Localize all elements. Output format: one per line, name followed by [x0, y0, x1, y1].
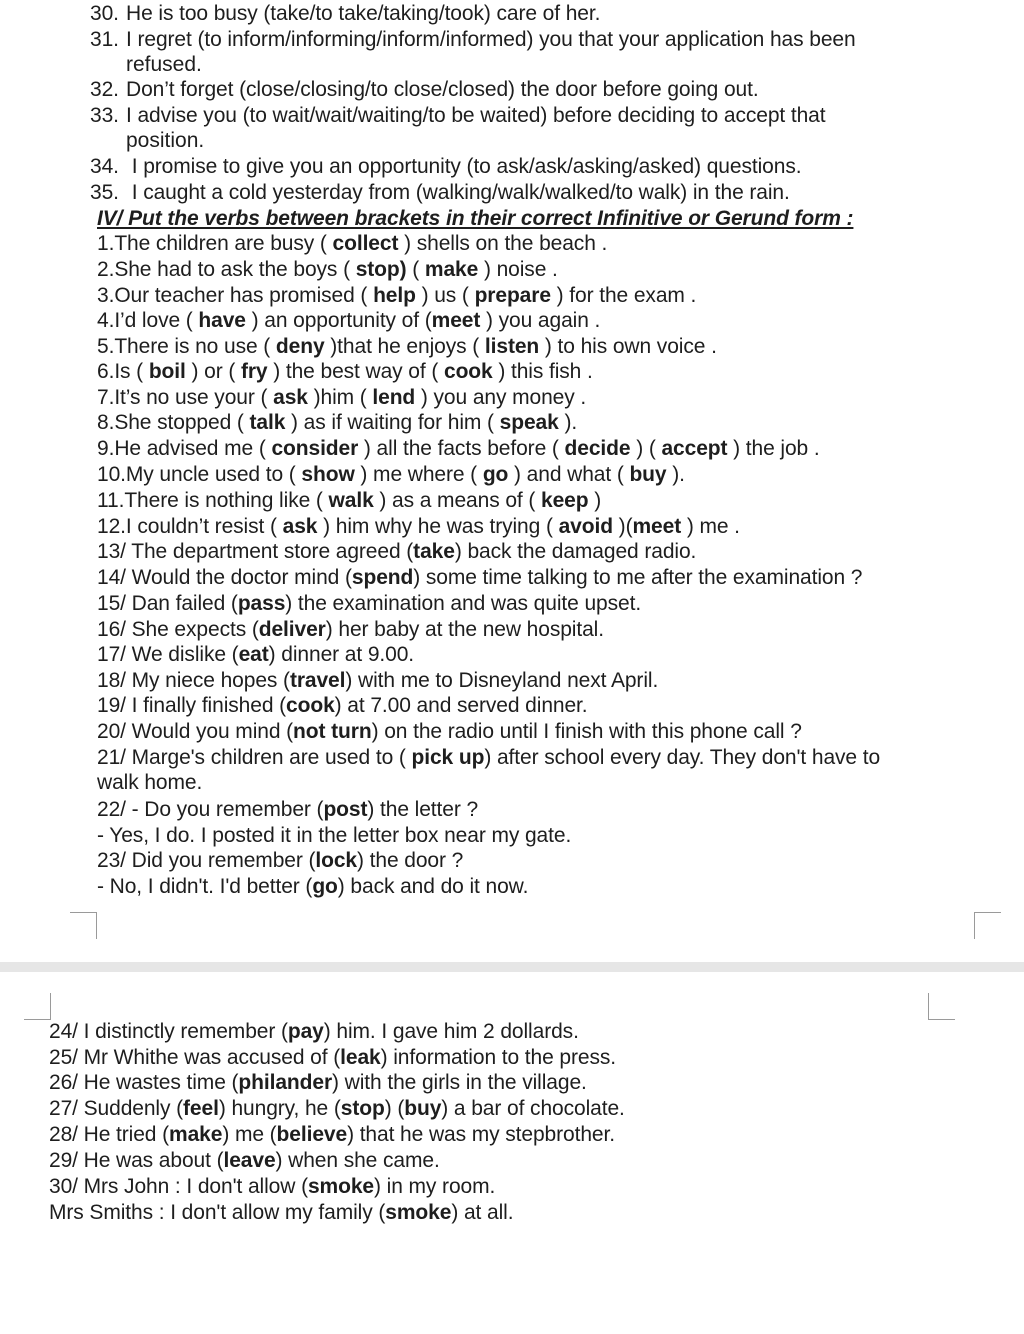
exercise-item: 21/ Marge's children are used to ( pick up) after school every day. They don't have to — [97, 746, 881, 769]
exercise-item: 16/ She expects (deliver) her baby at the new hospital. — [97, 618, 604, 641]
exercise-line-32: 32. Don’t forget (close/closing/to close/closed) the door before going out. — [90, 78, 759, 101]
exercise-item: 19/ I finally finished (cook) at 7.00 and served dinner. — [97, 694, 588, 717]
exercise-item: 22/ - Do you remember (post) the letter ? — [97, 798, 479, 821]
exercise-item: 13/ The department store agreed (take) back the damaged radio. — [97, 540, 697, 563]
page-separator — [0, 962, 1024, 972]
exercise-item: 5.There is no use ( deny )that he enjoys ( listen ) to his own voice . — [97, 335, 717, 358]
exercise-item: 15/ Dan failed (pass) the examination and was quite upset. — [97, 592, 642, 615]
exercise-item: 2.She had to ask the boys ( stop) ( make ) noise . — [97, 258, 558, 281]
exercise-line-33-cont: position. — [126, 129, 205, 152]
exercise-item: 12.I couldn’t resist ( ask ) him why he was trying ( avoid )(meet ) me . — [97, 515, 740, 538]
page-corner-mark — [70, 912, 97, 939]
exercise-item: 8.She stopped ( talk ) as if waiting for him ( speak ). — [97, 411, 578, 434]
exercise-item: 27/ Suddenly (feel) hungry, he (stop) (buy) a bar of chocolate. — [49, 1097, 625, 1120]
exercise-item: 18/ My niece hopes (travel) with me to Disneyland next April. — [97, 669, 659, 692]
exercise-item: 10.My uncle used to ( show ) me where ( go ) and what ( buy ). — [97, 463, 685, 486]
exercise-item: - No, I didn't. I'd better (go) back and do it now. — [97, 875, 529, 898]
exercise-line-35: 35. I caught a cold yesterday from (walking/walk/walked/to walk) in the rain. — [90, 181, 790, 204]
page-corner-mark — [24, 993, 51, 1020]
exercise-item: 17/ We dislike (eat) dinner at 9.00. — [97, 643, 415, 666]
exercise-item: 4.I’d love ( have ) an opportunity of (meet ) you again . — [97, 309, 601, 332]
exercise-item: 23/ Did you remember (lock) the door ? — [97, 849, 464, 872]
exercise-item: 26/ He wastes time (philander) with the girls in the village. — [49, 1071, 587, 1094]
exercise-item: 14/ Would the doctor mind (spend) some time talking to me after the examination ? — [97, 566, 863, 589]
exercise-line-31: 31. I regret (to inform/informing/inform/informed) you that your application has been — [90, 28, 856, 51]
exercise-item: 1.The children are busy ( collect ) shells on the beach . — [97, 232, 608, 255]
exercise-item: - Yes, I do. I posted it in the letter box near my gate. — [97, 824, 572, 847]
exercise-line-31-cont: refused. — [126, 53, 202, 76]
section-heading: IV/ Put the verbs between brackets in their correct Infinitive or Gerund form : — [97, 207, 854, 230]
exercise-item: 28/ He tried (make) me (believe) that he was my stepbrother. — [49, 1123, 615, 1146]
exercise-item: 29/ He was about (leave) when she came. — [49, 1149, 440, 1172]
exercise-item: 9.He advised me ( consider ) all the facts before ( decide ) ( accept ) the job . — [97, 437, 820, 460]
exercise-item: 30/ Mrs John : I don't allow (smoke) in my room. — [49, 1175, 496, 1198]
exercise-line-33: 33. I advise you (to wait/wait/waiting/to be waited) before deciding to accept that — [90, 104, 826, 127]
page-corner-mark — [974, 912, 1001, 939]
exercise-item: 20/ Would you mind (not turn) on the radio until I finish with this phone call ? — [97, 720, 802, 743]
exercise-item: 6.Is ( boil ) or ( fry ) the best way of ( cook ) this fish . — [97, 360, 593, 383]
document-page-2 — [0, 972, 1024, 1334]
exercise-item: Mrs Smiths : I don't allow my family (smoke) at all. — [49, 1201, 514, 1224]
exercise-item: 25/ Mr Whithe was accused of (leak) information to the press. — [49, 1046, 617, 1069]
exercise-item: 3.Our teacher has promised ( help ) us ( prepare ) for the exam . — [97, 284, 697, 307]
exercise-line-30: 30. He is too busy (take/to take/taking/took) care of her. — [90, 2, 601, 25]
exercise-line-34: 34. I promise to give you an opportunity (to ask/ask/asking/asked) questions. — [90, 155, 802, 178]
page-corner-mark — [928, 993, 955, 1020]
exercise-item: 11.There is nothing like ( walk ) as a means of ( keep ) — [97, 489, 602, 512]
exercise-item: 24/ I distinctly remember (pay) him. I gave him 2 dollards. — [49, 1020, 579, 1043]
exercise-item: walk home. — [97, 771, 203, 794]
exercise-item: 7.It’s no use your ( ask )him ( lend ) you any money . — [97, 386, 587, 409]
